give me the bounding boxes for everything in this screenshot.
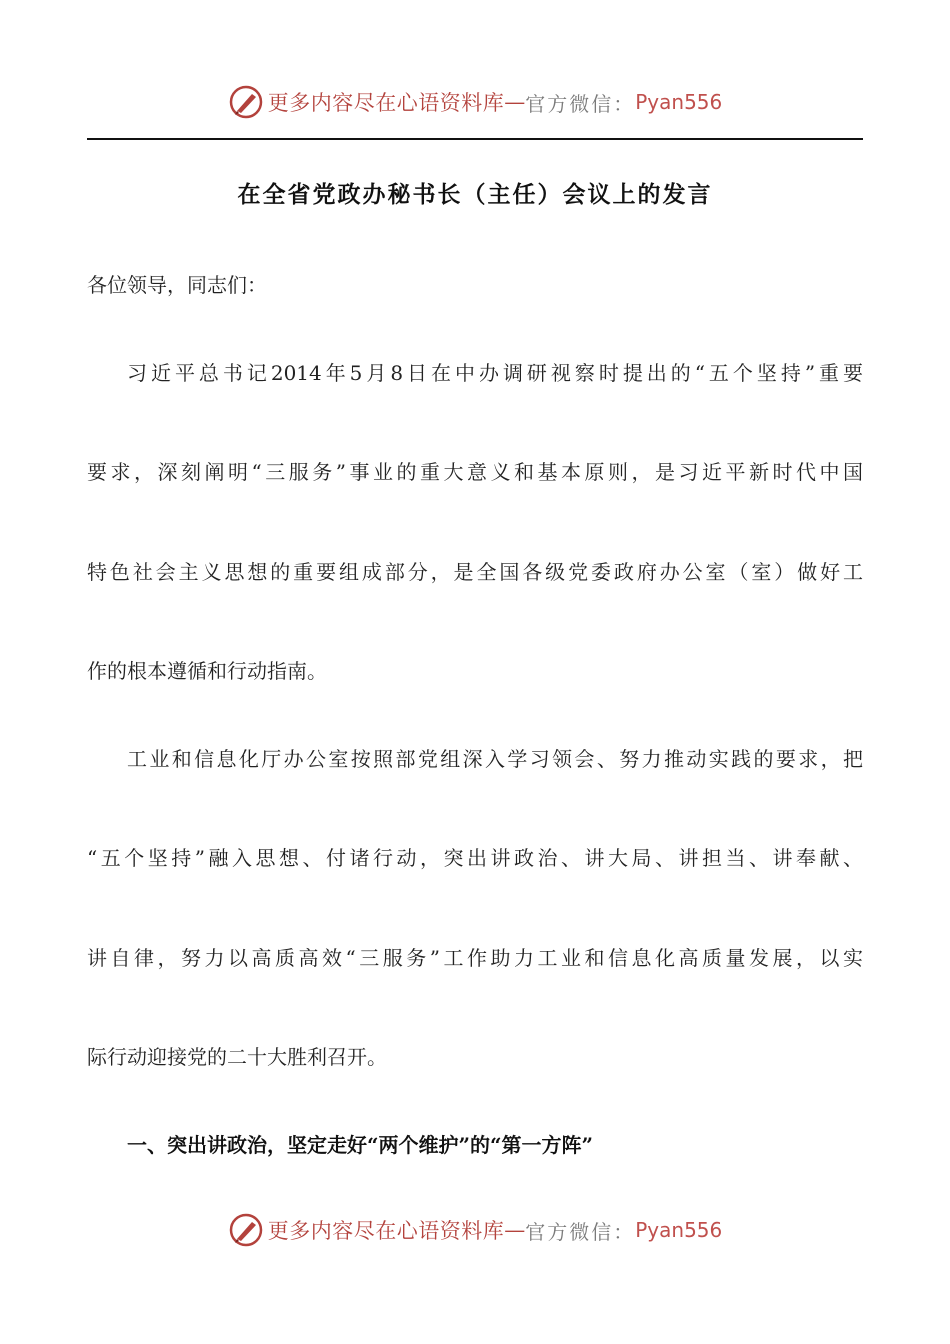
pen-logo-icon xyxy=(228,84,264,120)
paragraph-line: 讲自律，努力以高质高效“三服务”工作助力工业和信息化高质量发展，以实 xyxy=(87,946,863,970)
paragraph-line: 特色社会主义思想的重要组成部分，是全国各级党委政府办公室（室）做好工 xyxy=(87,560,863,584)
banner-wechat-id: Pyan556 xyxy=(635,90,723,114)
banner-official-label: 官方微信： xyxy=(525,91,636,116)
banner-text: 更多内容尽在心语资料库 xyxy=(267,91,505,115)
header-divider xyxy=(87,138,863,140)
document-title: 在全省党政办秘书长（主任）会议上的发言 xyxy=(237,181,713,208)
pen-logo-icon xyxy=(228,1212,264,1248)
paragraph-line: 际行动迎接党的二十大胜利召开。 xyxy=(87,1045,387,1069)
paragraph-line: 作的根本遵循和行动指南。 xyxy=(87,659,327,683)
banner-text: 更多内容尽在心语资料库 xyxy=(267,1219,505,1243)
paragraph-line: 习近平总书记2014年5月8日在中办调研视察时提出的“五个坚持”重要 xyxy=(127,361,863,385)
banner-dash: — xyxy=(504,1218,526,1242)
footer-banner xyxy=(0,1210,950,1250)
section-heading: 一、突出讲政治，坚定走好“两个维护”的“第一方阵” xyxy=(127,1133,594,1157)
paragraph-line: “五个坚持”融入思想、付诸行动，突出讲政治、讲大局、讲担当、讲奉献、 xyxy=(87,846,863,870)
banner-dash: — xyxy=(504,90,526,114)
header-banner xyxy=(0,82,950,122)
paragraph-line: 要求，深刻阐明“三服务”事业的重大意义和基本原则，是习近平新时代中国 xyxy=(87,460,863,484)
paragraph-line: 工业和信息化厅办公室按照部党组深入学习领会、努力推动实践的要求，把 xyxy=(127,747,863,771)
salutation: 各位领导，同志们： xyxy=(87,273,267,297)
banner-wechat-id: Pyan556 xyxy=(635,1218,723,1242)
banner-official-label: 官方微信： xyxy=(525,1219,636,1244)
